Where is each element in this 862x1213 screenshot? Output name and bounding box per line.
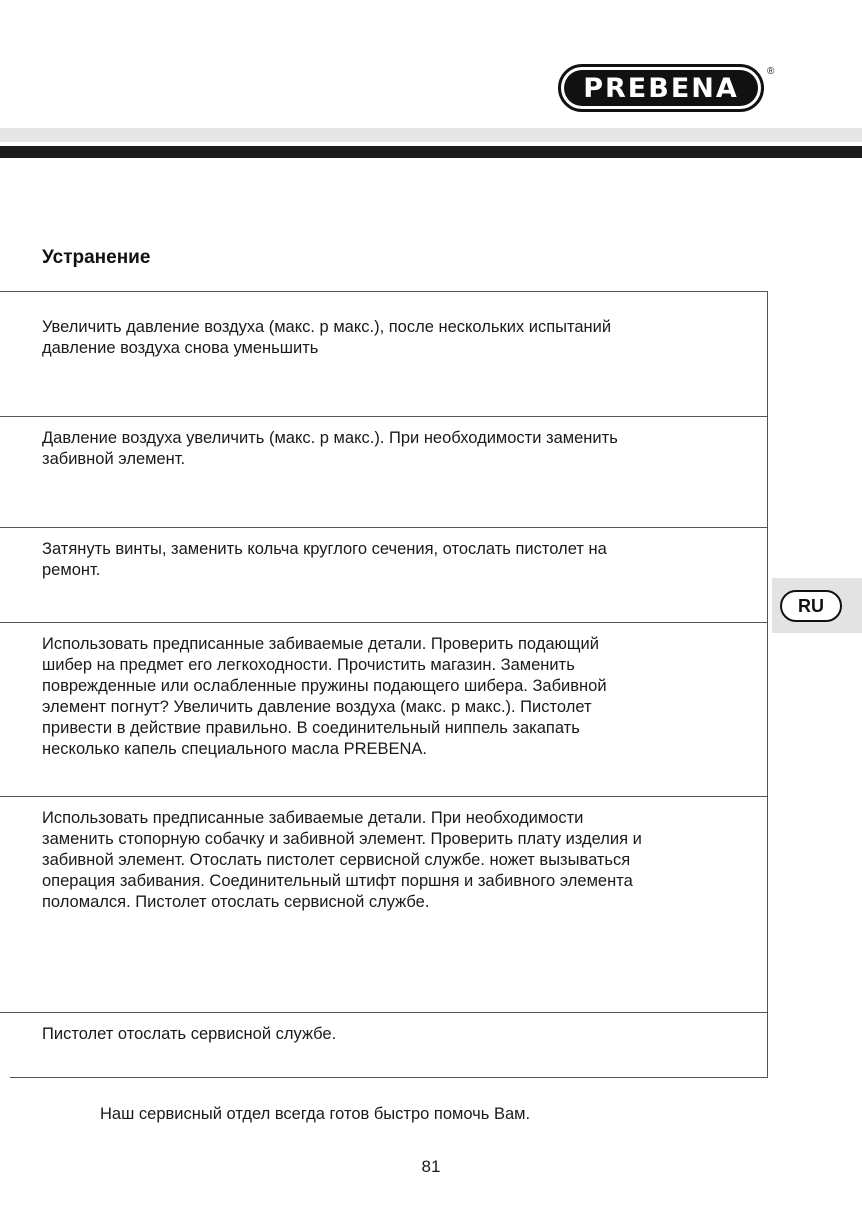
section-title: Устранение <box>42 247 151 268</box>
table-row <box>0 291 767 416</box>
table-row <box>0 1012 767 1078</box>
service-note: Наш сервисный отдел всегда готов быстро помочь Вам. <box>100 1105 531 1123</box>
registered-trademark-mark: ® <box>767 66 775 77</box>
table-row <box>0 416 767 527</box>
remedy-text: Использовать предписанные забиваемые детали. При необходимости заменить стопорную собачку и забивной элемент. Проверить плату изделия и забивной элемент. Отослать пистолет сервисной службе. ножет вызываться операция забивания. Соединительный штифт поршня и забивного элемента поломался. Пистолет отослать сервисной службе. <box>42 809 642 911</box>
remedy-text: Увеличить давление воздуха (макс. р макс.), после нескольких испытаний давление воздуха снова уменьшить <box>42 318 612 357</box>
table-bottom-border <box>10 1077 768 1078</box>
remedy-table <box>0 291 768 1078</box>
header-band-light <box>0 128 862 142</box>
language-badge: RU <box>780 590 842 622</box>
header-band-dark <box>0 146 862 158</box>
remedy-text: Использовать предписанные забиваемые детали. Проверить подающий шибер на предмет его легкоходности. Прочистить магазин. Заменить поврежденные или ослабленные пружины подающего шибера. Забивной элемент погнут? Увеличить давление воздуха (макс. р макс.). Пистолет привести в действие правильно. В соединительный ниппель закапать несколько капель специального масла PREBENA. <box>42 635 607 758</box>
brand-logo-text: PREBENA <box>564 70 758 106</box>
page-number: 81 <box>421 1157 441 1176</box>
remedy-text: Давление воздуха увеличить (макс. р макс.). При необходимости заменить забивной элемент. <box>42 429 618 468</box>
remedy-text: Затянуть винты, заменить кольча круглого сечения, отослать пистолет на ремонт. <box>42 540 607 579</box>
table-row <box>0 527 767 622</box>
table-row <box>0 796 767 1012</box>
remedy-text: Пистолет отослать сервисной службе. <box>42 1025 337 1043</box>
brand-logo <box>558 64 764 112</box>
table-row <box>0 622 767 796</box>
